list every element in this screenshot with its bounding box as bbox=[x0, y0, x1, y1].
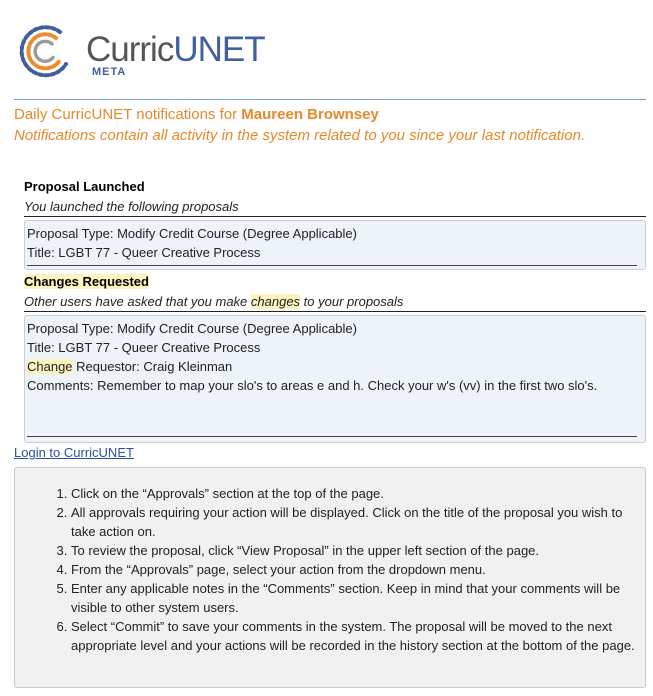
changes-proposal-card bbox=[24, 315, 646, 443]
changes-heading: Changes Requested bbox=[24, 274, 149, 289]
launched-subheading: You launched the following proposals bbox=[24, 199, 239, 214]
login-link[interactable]: Login to CurricUNET bbox=[14, 445, 134, 460]
card-divider bbox=[27, 436, 637, 437]
instructions-panel bbox=[14, 467, 646, 688]
instructions-list bbox=[15, 484, 645, 655]
user-name: Maureen Brownsey bbox=[241, 106, 379, 123]
instruction-step: 6. Select “Commit” to save your comments in the system. The proposal will be moved to the next appropriate level and your actions will be recorded in the history section at the bottom of the page. bbox=[71, 617, 645, 655]
proposal-title: Title: LGBT 77 - Queer Creative Process bbox=[27, 245, 261, 260]
change-comments: Comments: Remember to map your slo's to areas e and h. Check your w's (vv) in the first two slo's. bbox=[27, 378, 598, 393]
logo-swirl-icon bbox=[14, 20, 80, 84]
proposal-title: Title: LGBT 77 - Queer Creative Process bbox=[27, 340, 261, 355]
logo-wordmark: CurricUNET bbox=[86, 30, 265, 69]
logo-meta-label: META bbox=[92, 66, 127, 78]
greeting-line: Daily CurricUNET notifications for Maureen Brownsey bbox=[14, 106, 379, 123]
proposal-type: Proposal Type: Modify Credit Course (Degree Applicable) bbox=[27, 226, 357, 241]
header-divider bbox=[14, 99, 646, 100]
launched-divider bbox=[24, 216, 646, 217]
card-divider bbox=[27, 265, 637, 266]
change-requestor: Change Requestor: Craig Kleinman bbox=[27, 359, 233, 374]
instruction-step: 3. To review the proposal, click “View Proposal” in the upper left section of the page. bbox=[71, 541, 645, 560]
proposal-type: Proposal Type: Modify Credit Course (Degree Applicable) bbox=[27, 321, 357, 336]
instruction-step: 4. From the “Approvals” page, select your action from the dropdown menu. bbox=[71, 560, 645, 579]
instruction-step: 2. All approvals requiring your action will be displayed. Click on the title of the proposal you wish to take action on. bbox=[71, 503, 645, 541]
instruction-step: 1. Click on the “Approvals” section at the top of the page. bbox=[71, 484, 645, 503]
notification-subtitle: Notifications contain all activity in the system related to you since your last notification. bbox=[14, 127, 586, 144]
launched-proposal-card bbox=[24, 220, 646, 270]
launched-heading: Proposal Launched bbox=[24, 179, 145, 194]
notification-header bbox=[14, 104, 644, 146]
instruction-step: 5. Enter any applicable notes in the “Comments” section. Keep in mind that your comments will be visible to other system users. bbox=[71, 579, 645, 617]
changes-divider bbox=[24, 311, 646, 312]
changes-subheading: Other users have asked that you make changes to your proposals bbox=[24, 294, 404, 309]
curricunet-logo bbox=[14, 20, 284, 84]
